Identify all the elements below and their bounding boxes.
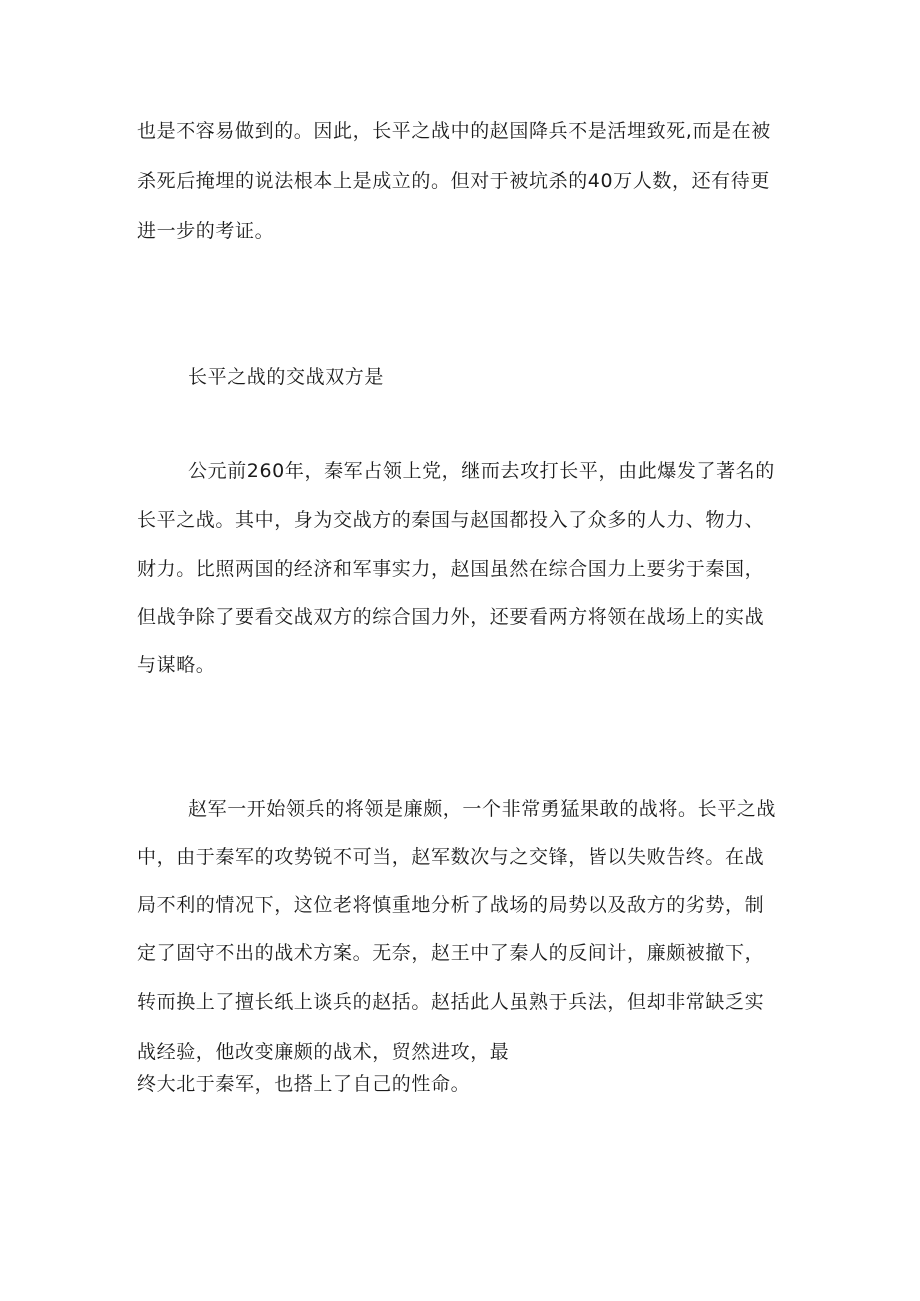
paragraph-2-line-4: 但战争除了要看交战双方的综合国力外，还要看两方将领在战场上的实战 [137,606,765,628]
paragraph-3-line-4: 定了固守不出的战术方案。无奈，赵王中了秦人的反间计，廉颇被撤下， [137,942,765,964]
paragraph-2-line-3: 财力。比照两国的经济和军事实力，赵国虽然在综合国力上要劣于秦国， [137,558,765,580]
paragraph-3-line-3: 局不利的情况下，这位老将慎重地分析了战场的局势以及敌方的劣势，制 [137,894,765,916]
paragraph-2-line-5: 与谋略。 [137,654,216,676]
paragraph-3-line-1: 赵军一开始领兵的将领是廉颇，一个非常勇猛果敢的战将。长平之战 [188,798,777,820]
paragraph-3-line-2: 中，由于秦军的攻势锐不可当，赵军数次与之交锋，皆以失败告终。在战 [137,846,765,868]
paragraph-1-line-2: 杀死后掩埋的说法根本上是成立的。但对于被坑杀的40万人数，还有待更 [137,170,770,192]
paragraph-3-line-6: 战经验，他改变廉颇的战术，贸然进攻，最 [137,1041,510,1063]
paragraph-3-line-7: 终大北于秦军，也搭上了自己的性命。 [137,1073,471,1095]
section-heading: 长平之战的交战双方是 [188,366,385,388]
paragraph-1-line-1: 也是不容易做到的。因此，长平之战中的赵国降兵不是活埋致死,而是在被 [137,120,771,142]
paragraph-2-line-1: 公元前260年，秦军占领上党，继而去攻打长平，由此爆发了著名的 [188,460,775,482]
paragraph-2-line-2: 长平之战。其中，身为交战方的秦国与赵国都投入了众多的人力、物力、 [137,509,765,531]
paragraph-1-line-3: 进一步的考证。 [137,220,275,242]
paragraph-3-line-5: 转而换上了擅长纸上谈兵的赵括。赵括此人虽熟于兵法，但却非常缺乏实 [137,991,765,1013]
